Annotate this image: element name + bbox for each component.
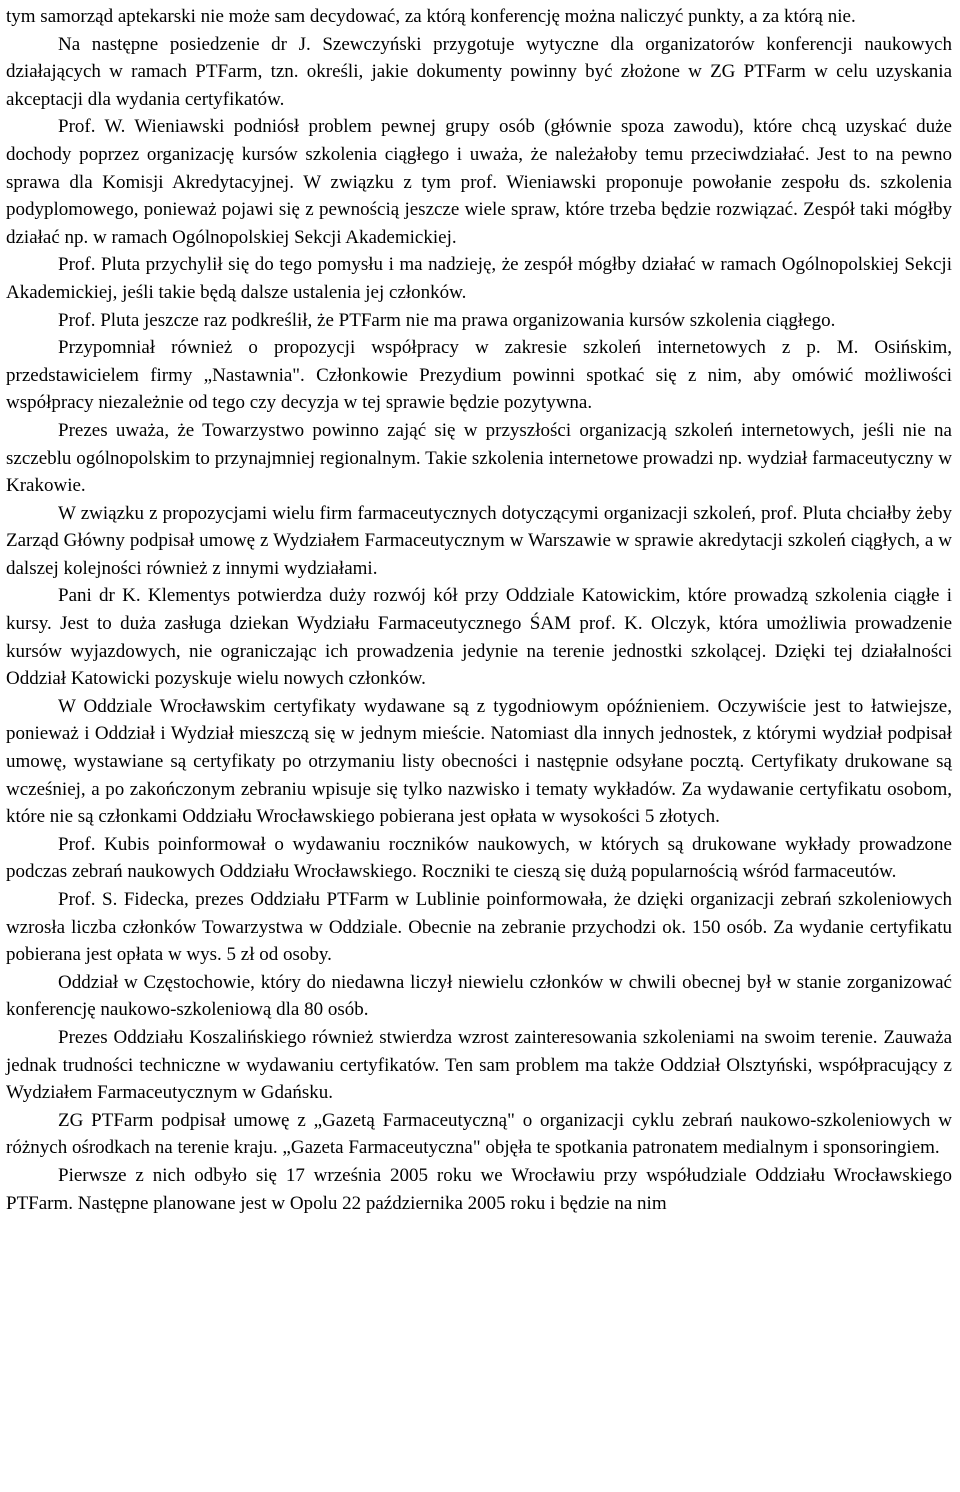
paragraph-czestochowa: Oddział w Częstochowie, który do niedawna liczył niewielu członków w chwili obecnej był w stanie zorganizować konferencję naukowo-szkoleniową dla 80 osób. (6, 971, 952, 1021)
paragraph-accreditation-agreement: W związku z propozycjami wielu firm farmaceutycznych dotyczącymi organizacji szkoleń, prof. Pluta chciałby żeby Zarząd Główny podpisał umowę z Wydziałem Farmaceutycznym w Warszawie w sprawie akredytacji szkoleń ciągłych, a w dalszej kolejności również z innymi wydziałami. (6, 502, 952, 579)
paragraph-pluta-team: Prof. Pluta przychylił się do tego pomysłu i ma nadzieję, że zespół mógłby działać w ramach Ogólnopolskiej Sekcji Akademickiej, jeśli takie będą dalsze ustalenia jej członków. (6, 254, 952, 303)
paragraph-katowice: Pani dr K. Klementys potwierdza duży rozwój kół przy Oddziale Katowickim, które prowadzą szkolenia ciągłe i kursy. Jest to duża zasługa dziekan Wydziału Farmaceutycznego ŚAM prof. K. Olczyk, która umożliwia prowadzenie kursów wyjazdowych, nie ograniczając ich prowadzenia jedynie na terenie jednostki szkolącej. Dzięki tej działalności Oddział Katowicki pozyskuje wielu nowych członków. (6, 585, 952, 690)
paragraph-lublin: Prof. S. Fidecka, prezes Oddziału PTFarm w Lublinie poinformowała, że dzięki organizacji zebrań szkoleniowych wzrosła liczba członków Towarzystwa w Oddziale. Obecnie na zebranie przychodzi ok. 150 osób. Za wydanie certyfikatu pobierana jest opłata w wys. 5 zł od osoby. (6, 889, 952, 966)
paragraph-kubis-yearbooks: Prof. Kubis poinformował o wydawaniu roczników naukowych, w których są drukowane wykłady prowadzone podczas zebrań naukowych Oddziału Wrocławskiego. Roczniki te cieszą się dużą popularnością wśród farmaceutów. (6, 833, 952, 883)
paragraph-continuation: tym samorząd aptekarski nie może sam decydować, za którą konferencję można naliczyć punkty, a za którą nie. (6, 6, 856, 27)
paragraph-wieniawski-proposal: Prof. W. Wieniawski podniósł problem pewnej grupy osób (głównie spoza zawodu), które chcą uzyskać duże dochody poprzez organizację kursów szkolenia ciągłego i uważa, że należałoby temu przeciwdziałać. Jest to na pewno sprawa dla Komisji Akredytacyjnej. W związku z tym prof. Wieniawski proponuje powołanie zespołu ds. szkolenia podyplomowego, ponieważ pojawi się z pewnością jeszcze wiele spraw, które trzeba będzie rozwiązać. Zespół taki mógłby działać np. w ramach Ogólnopolskiej Sekcji Akademickiej. (6, 116, 952, 248)
paragraph-szewczynski-guidelines: Na następne posiedzenie dr J. Szewczyński przygotuje wytyczne dla organizatorów konferencji naukowych działających w ramach PTFarm, tzn. określi, jakie dokumenty powinny być złożone w ZG PTFarm w celu uzyskania akceptacji dla wydania certyfikatów. (6, 33, 952, 110)
paragraph-wroclaw-certificates: W Oddziale Wrocławskim certyfikaty wydawane są z tygodniowym opóźnieniem. Oczywiście jest to łatwiejsze, ponieważ i Oddział i Wydział mieszczą się w jednym mieście. Natomiast dla innych jednostek, z którymi wydział podpisał umowę, wystawiane są certyfikaty po otrzymaniu listy obecności i następnie odsyłane pocztą. Certyfikaty drukowane są wcześniej, a po zakończonym zebraniu wpisuje się tylko nazwisko i tematy wykładów. Za wydawanie certyfikatu osobom, które nie są członkami Oddziału Wrocławskiego pobierana jest opłata w wysokości 5 złotych. (6, 695, 952, 828)
paragraph-gazeta-agreement: ZG PTFarm podpisał umowę z „Gazetą Farmaceutyczną" o organizacji cyklu zebrań naukowo-szkoleniowych w różnych ośrodkach na terenie kraju. „Gazeta Farmaceutyczna" objęła te spotkania patronatem medialnym i sponsoringiem. (6, 1109, 952, 1159)
paragraph-internet-training: Przypomniał również o propozycji współpracy w zakresie szkoleń internetowych z p. M. Osińskim, przedstawicielem firmy „Nastawnia". Członkowie Prezydium powinni spotkać się z nim, aby omówić możliwości współpracy niezależnie od tego czy decyzja w tej sprawie będzie pozytywna. (6, 337, 952, 414)
paragraph-president-internet: Prezes uważa, że Towarzystwo powinno zająć się w przyszłości organizacją szkoleń internetowych, jeśli nie na szczeblu ogólnopolskim to przynajmniej regionalnym. Takie szkolenia internetowe prowadzi np. wydział farmaceutyczny w Krakowie. (6, 419, 952, 497)
paragraph-koszalin: Prezes Oddziału Koszalińskiego również stwierdza wzrost zainteresowania szkoleniami na swoim terenie. Zauważa jednak trudności techniczne w wydawaniu certyfikatów. Ten sam problem ma także Oddział Olsztyński, współpracujący z Wydziałem Farmaceutycznym w Gdańsku. (6, 1026, 952, 1104)
paragraph-pluta-courses: Prof. Pluta jeszcze raz podkreślił, że PTFarm nie ma prawa organizowania kursów szkolenia ciągłego. (58, 309, 836, 331)
paragraph-first-meeting: Pierwsze z nich odbyło się 17 września 2005 roku we Wrocławiu przy współudziale Oddziału Wrocławskiego PTFarm. Następne planowane jest w Opolu 22 października 2005 roku i będzie na nim (6, 1164, 952, 1214)
